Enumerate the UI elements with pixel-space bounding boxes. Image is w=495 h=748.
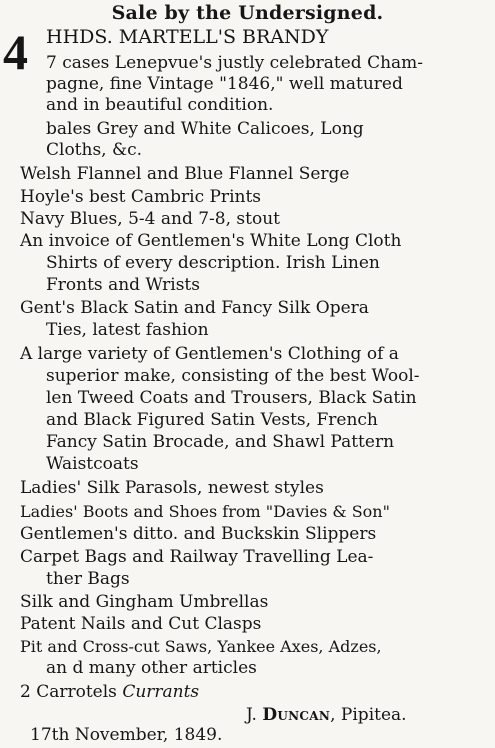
item-line: superior make, consisting of the best Wool- [46,366,420,386]
item-line: and in beautiful condition. [46,95,274,115]
item-line: Waistcoats [46,454,139,474]
item-line: Shirts of every description. Irish Linen [46,253,380,273]
item-line: Gent's Black Satin and Fancy Silk Opera [20,298,369,318]
item-line: 7 cases Lenepvue's justly celebrated Cham- [46,53,424,73]
item-line: len Tweed Coats and Trousers, Black Satin [46,388,417,408]
item-line: A large variety of Gentlemen's Clothing of a [20,344,399,364]
item-line: An invoice of Gentlemen's White Long Cloth [20,231,402,251]
item-line: Hoyle's best Cambric Prints [20,187,262,207]
item-line: Gentlemen's ditto. and Buckskin Slippers [20,524,377,544]
item-line: Fronts and Wrists [46,275,200,295]
item-line: Cloths, &c. [46,140,143,160]
signature [246,705,407,726]
item-line: and Black Figured Satin Vests, French [46,410,378,430]
currants-prefix: 2 Carrotels [20,682,123,702]
item-line: an d many other articles [46,658,257,678]
signature-place: , Pipitea. [330,705,407,725]
item-line: Navy Blues, 5-4 and 7-8, stout [20,209,280,229]
item-line: Welsh Flannel and Blue Flannel Serge [20,164,350,184]
item-line: Ladies' Boots and Shoes from "Davies & Son" [20,502,390,521]
advert-date: 17th November, 1849. [30,725,223,745]
item-line: Patent Nails and Cut Clasps [20,614,262,634]
item-line: ther Bags [46,569,130,589]
item-line: Carpet Bags and Railway Travelling Lea- [20,547,374,567]
advert-heading: Sale by the Undersigned. [111,2,384,24]
item-line: Ties, latest fashion [46,320,209,340]
item-line: Pit and Cross-cut Saws, Yankee Axes, Adzes, [20,637,382,656]
signature-initial: J. [246,705,263,725]
signature-name: Duncan [262,705,331,725]
item-line: Fancy Satin Brocade, and Shawl Pattern [46,432,395,452]
item-line: pagne, fine Vintage "1846," well matured [46,74,403,94]
item-line: Silk and Gingham Umbrellas [20,592,269,612]
item-line: bales Grey and White Calicoes, Long [46,119,364,139]
item-line: HHDS. MARTELL'S BRANDY [46,26,329,48]
currants-label: Currants [122,682,200,702]
hogshead-count: 4 [3,24,28,80]
currants-line [20,682,199,703]
item-line: Ladies' Silk Parasols, newest styles [20,478,324,498]
